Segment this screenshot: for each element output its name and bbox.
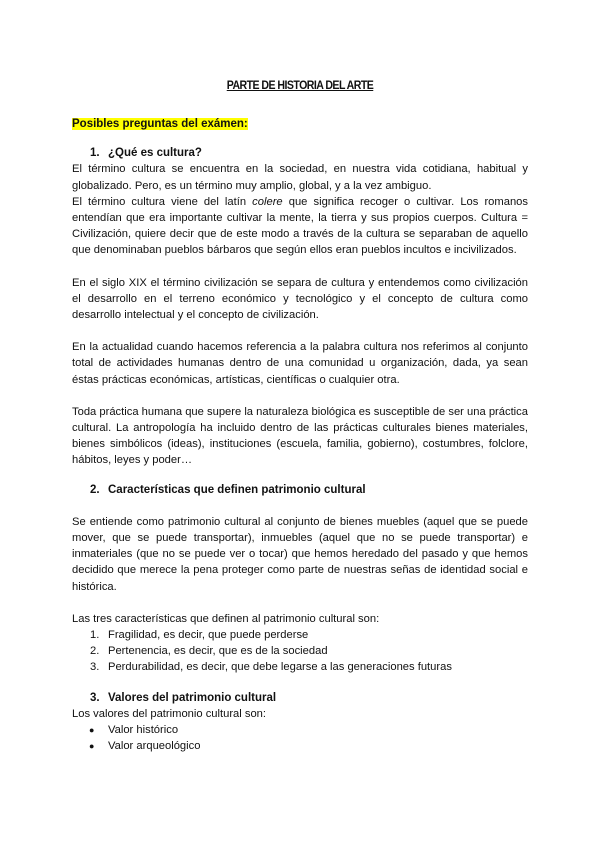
list-item-text: Fragilidad, es decir, que puede perderse	[108, 629, 309, 642]
section-heading-text: ¿Qué es cultura?	[108, 147, 202, 160]
bullet-icon: ●	[89, 725, 95, 736]
list-marker: 2.	[90, 645, 100, 658]
section3-paragraph-1: Los valores del patrimonio cultural son:	[72, 707, 267, 720]
list-item-text: Valor histórico	[108, 724, 179, 737]
section1-paragraph-3: En el siglo XIX el término civilización se separa de cultura y entendemos como civilización el desarrollo en el terreno económico y tecnológico y el concepto de cultura como desarrollo intelectual y el concepto de civilización.	[72, 276, 528, 322]
italic-term: colere	[252, 195, 283, 208]
list-item	[72, 722, 528, 738]
section-heading-text: Valores del patrimonio cultural	[108, 691, 277, 704]
section-heading-text: Características que definen patrimonio cultural	[108, 483, 366, 496]
list-item	[72, 659, 528, 675]
list-item	[72, 643, 528, 659]
section1-paragraph-2	[72, 194, 528, 259]
section-heading-2	[72, 482, 528, 498]
list-item-text: Valor arqueológico	[108, 740, 201, 753]
section2-paragraph-1: Se entiende como patrimonio cultural al conjunto de bienes muebles (aquel que se puede mover, que se puede transportar), inmuebles (aquel que no se puede transportar) e inmateriales (que no se puede ver o tocar) que hemos heredado del pasado y que hemos decidido que merece la pena proteger como parte de nuestras señas de identidad social e histórica.	[72, 515, 528, 593]
document-page	[72, 70, 528, 755]
section2-paragraph-2: Las tres características que definen al patrimonio cultural son:	[72, 612, 380, 625]
list-item	[72, 738, 528, 754]
section1-paragraph-5: Toda práctica humana que supere la naturaleza biológica es susceptible de ser una práctica cultural. La antropología ha incluido dentro de las prácticas culturales bienes materiales, bienes simbólicos (ideas), instituciones (escuela, familia, gobierno), costumbres, folclore, hábitos, leyes y poder…	[72, 405, 528, 467]
values-list	[72, 722, 528, 754]
list-item	[72, 627, 528, 643]
section-heading-1	[72, 145, 528, 161]
paragraph-text: El término cultura viene del latín	[72, 195, 253, 208]
paragraph-text: que significa recoger o cultivar. Los romanos entendían que era importante cultivar la mente, la tierra y sus propios cuerpos. Cultura = Civilización, quiere decir que de este modo a través de la cultura se separaban de aquello que denominaban pueblos bárbaros que según ellos eran pueblos incultos e incivilizados.	[72, 195, 528, 257]
document-title: PARTE DE HISTORIA DEL ARTE	[226, 80, 374, 92]
document-subtitle	[72, 116, 528, 132]
list-item-text: Perdurabilidad, es decir, que debe legarse a las generaciones futuras	[108, 661, 452, 674]
section-heading-3	[72, 690, 528, 706]
characteristics-list	[72, 627, 528, 676]
section1-paragraph-1: El término cultura se encuentra en la sociedad, en nuestra vida cotidiana, habitual y globalizado. Pero, es un término muy amplio, global, y a la vez ambiguo.	[72, 163, 528, 192]
highlighted-subtitle-text: Posibles preguntas del exámen:	[72, 118, 248, 130]
list-marker: 1.	[90, 629, 100, 642]
section-number: 3.	[90, 691, 100, 704]
bullet-icon: ●	[89, 741, 95, 752]
section1-paragraph-4: En la actualidad cuando hacemos referencia a la palabra cultura nos referimos al conjunto total de actividades humanas dentro de una comunidad u organización, dada, ya sean éstas prácticas económicas, artísticas, científicas o cualquier otra.	[72, 341, 528, 386]
section-number: 1.	[90, 147, 100, 160]
section-number: 2.	[90, 483, 100, 496]
list-item-text: Pertenencia, es decir, que es de la sociedad	[108, 645, 328, 658]
list-marker: 3.	[90, 661, 100, 674]
